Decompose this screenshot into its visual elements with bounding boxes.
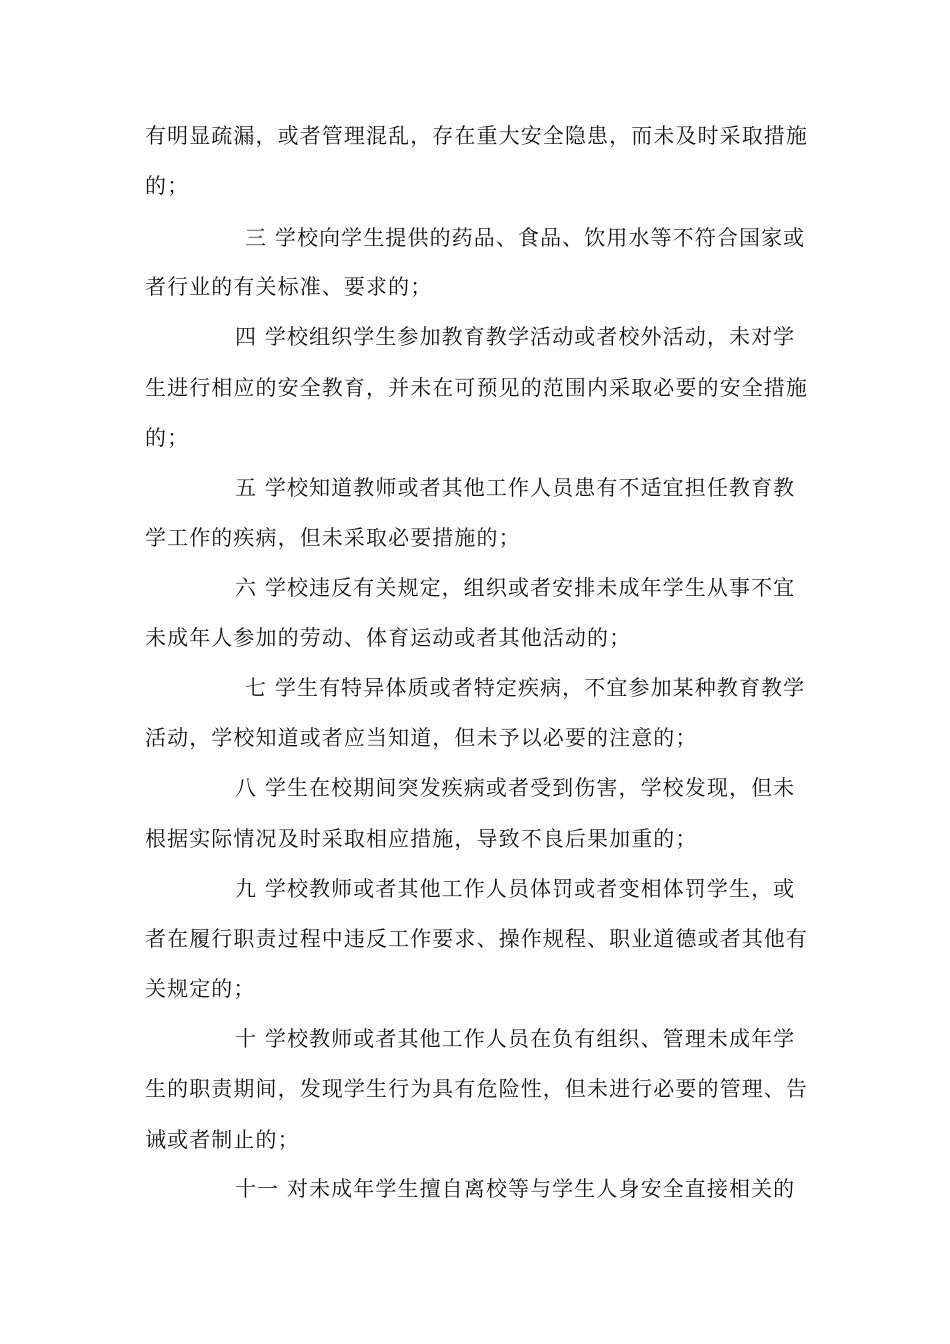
text-line: 四 学校组织学生参加教育教学活动或者校外活动，未对学 — [235, 325, 796, 349]
text-line: 三 学校向学生提供的药品、食品、饮用水等不符合国家或 — [245, 226, 806, 250]
text-line: 九 学校教师或者其他工作人员体罚或者变相体罚学生，或 — [235, 877, 796, 901]
text-line: 学工作的疾病，但未采取必要措施的； — [145, 526, 521, 550]
text-line: 七 学生有特异体质或者特定疾病，不宜参加某种教育教学 — [245, 676, 806, 700]
text-line: 者在履行职责过程中违反工作要求、操作规程、职业道德或者其他有 — [145, 927, 808, 951]
text-line: 关规定的； — [145, 977, 256, 1001]
text-line: 诫或者制止的； — [145, 1128, 300, 1152]
text-line: 者行业的有关标准、要求的； — [145, 275, 433, 299]
text-line: 未成年人参加的劳动、体育运动或者其他活动的； — [145, 626, 632, 650]
text-line: 的； — [145, 174, 190, 198]
text-line: 的； — [145, 426, 190, 450]
text-line: 十 学校教师或者其他工作人员在负有组织、管理未成年学 — [235, 1027, 796, 1051]
text-line: 五 学校知道教师或者其他工作人员患有不适宜担任教育教 — [235, 476, 796, 500]
text-line: 八 学生在校期间突发疾病或者受到伤害，学校发现，但未 — [235, 776, 796, 800]
text-line: 生进行相应的安全教育，并未在可预见的范围内采取必要的安全措施 — [145, 376, 808, 400]
text-line: 活动，学校知道或者应当知道，但未予以必要的注意的； — [145, 726, 698, 750]
text-line: 根据实际情况及时采取相应措施，导致不良后果加重的； — [145, 827, 698, 851]
text-line: 十一 对未成年学生擅自离校等与学生人身安全直接相关的 — [235, 1177, 796, 1201]
text-line: 六 学校违反有关规定，组织或者安排未成年学生从事不宜 — [235, 576, 796, 600]
text-line: 有明显疏漏，或者管理混乱，存在重大安全隐患，而未及时采取措施 — [145, 124, 808, 148]
text-line: 生的职责期间，发现学生行为具有危险性，但未进行必要的管理、告 — [145, 1077, 808, 1101]
